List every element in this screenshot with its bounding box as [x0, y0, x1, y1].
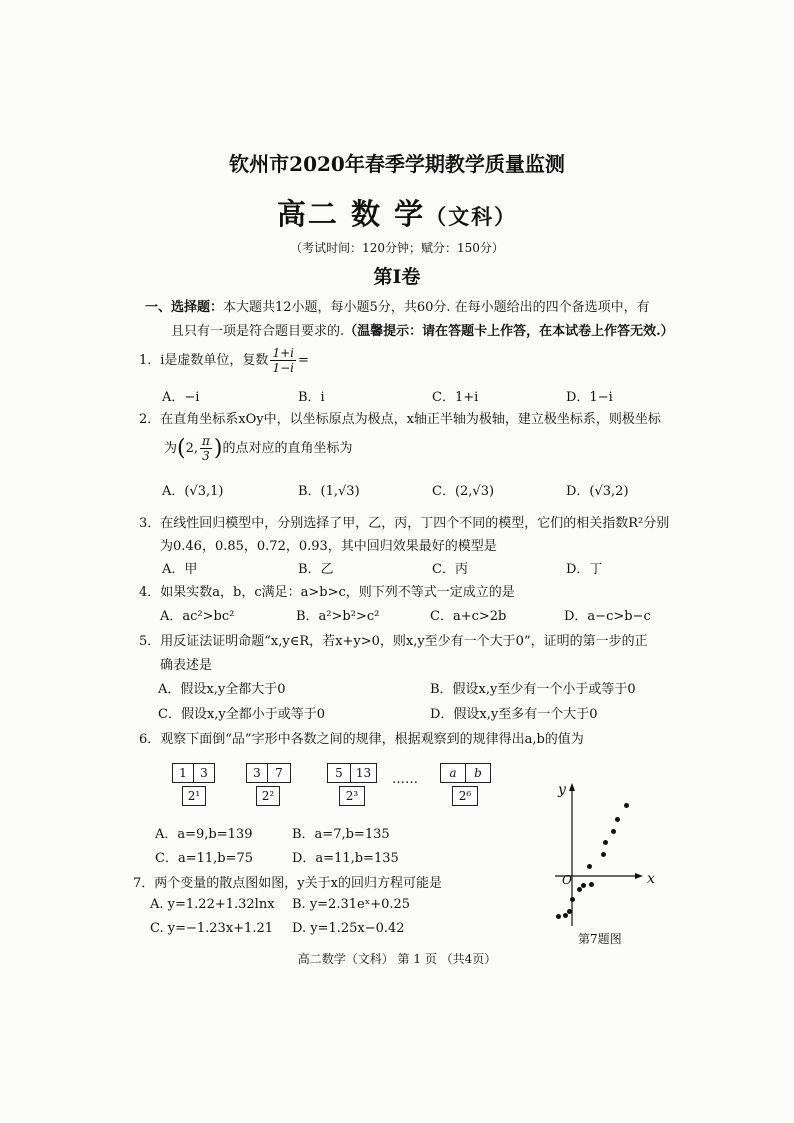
q7-y-label: y: [558, 782, 566, 798]
q1-stem: [139, 346, 309, 375]
q2-stem-line2: [164, 434, 353, 463]
scatter-point: [577, 887, 582, 892]
q6-fig4-top-right: b: [465, 763, 491, 783]
q1-frac-num: 1+i: [272, 346, 294, 360]
q3-option-b: B．乙: [298, 562, 334, 577]
q7-figure-caption: 第7题图: [578, 932, 622, 946]
q2-paren-open: (: [177, 436, 186, 461]
q6-stem: 6．观察下面倒“品”字形中各数之间的规律，根据观察到的规律得出a,b的值为: [139, 732, 584, 747]
q2-paren-close: ): [213, 436, 223, 461]
paper-title-sub: （文科）: [425, 204, 518, 229]
q6-ellipsis: ……: [392, 772, 418, 787]
scatter-point: [563, 913, 568, 918]
q2-coord-fraction: [200, 434, 212, 463]
q6-fig4-bottom: 2⁶: [452, 786, 478, 806]
q3-stem-line2: 为0.46，0.85，0.72，0.93，其中回归效果最好的模型是: [160, 539, 497, 554]
q2-option-b: B．(1,√3): [298, 484, 360, 499]
q7-option-a: A. y=1.22+1.32lnx: [150, 897, 275, 912]
q6-fig2-top-left: 3: [246, 763, 268, 783]
scatter-point: [615, 817, 620, 822]
q4-option-a: A．ac²>bc²: [160, 609, 235, 624]
q6-fig2-top-right: 7: [267, 763, 291, 783]
q2-coord-pi: π: [202, 434, 210, 448]
q5-stem-line1: 5．用反证法证明命题“x,y∈R，若x+y>0，则x,y至少有一个大于0”，证明的第一步的正: [139, 634, 648, 649]
q7-origin-label: O: [562, 873, 572, 887]
q3-option-c: C．丙: [432, 562, 468, 577]
q3-stem-line1: 3．在线性回归模型中，分别选择了甲，乙，丙，丁四个不同的模型，它们的相关指数R²分别: [139, 516, 670, 531]
exam-info: （考试时间：120分钟；赋分：150分）: [290, 241, 504, 255]
q7-option-b: B. y=2.31eˣ+0.25: [292, 897, 411, 912]
q4-stem: 4．如果实数a，b，c满足：a>b>c，则下列不等式一定成立的是: [139, 585, 515, 600]
scatter-point: [603, 840, 608, 845]
q6-fig3-bottom: 2³: [339, 786, 365, 806]
q5-option-a: A．假设x,y全都大于0: [158, 682, 286, 697]
q6-fig3-top-right: 13: [350, 763, 377, 783]
q5-option-d: D．假设x,y至多有一个大于0: [430, 707, 598, 722]
page-footer: 高二数学（文科） 第 1 页 （共4页）: [297, 952, 497, 966]
q1-option-a: A．−i: [162, 390, 200, 405]
q6-fig3-top-left: 5: [327, 763, 351, 783]
section-tip: （温馨提示：请在答题卡上作答，在本试卷上作答无效.）: [344, 324, 674, 339]
q6-option-c: C．a=11,b=75: [155, 851, 254, 866]
q1-frac-den: 1−i: [272, 361, 294, 375]
q1-tail: =: [297, 353, 309, 368]
q7-option-d: D. y=1.25x−0.42: [292, 921, 405, 936]
q2-coord-a: 2,: [185, 441, 199, 456]
q2-option-a: A．(√3,1): [162, 484, 224, 499]
q5-stem-line2: 确表述是: [160, 658, 213, 673]
q1-option-b: B．i: [298, 390, 325, 405]
exam-header: 钦州市2020年春季学期教学质量监测: [229, 152, 565, 176]
section-prefix: 一、选择题：: [145, 300, 224, 315]
volume-title: 第Ⅰ卷: [373, 266, 421, 288]
q6-fig1-top-right: 3: [193, 763, 215, 783]
q4-option-d: D．a−c>b−c: [564, 609, 651, 624]
scatter-point: [567, 909, 572, 914]
q2-stem-post: 的点对应的直角坐标为: [222, 441, 353, 456]
scatter-point: [570, 897, 575, 902]
q1-fraction: [270, 346, 296, 375]
q1-stem-text: 1．i是虚数单位，复数: [139, 353, 269, 368]
paper-title-main: 高二 数 学: [276, 197, 426, 231]
paper-title: [0, 192, 794, 233]
scatter-point: [624, 803, 629, 808]
q2-option-d: D．(√3,2): [566, 484, 629, 499]
q6-fig2-bottom: 2²: [256, 786, 280, 806]
scatter-point: [589, 882, 594, 887]
q1-option-c: C．1+i: [432, 390, 479, 405]
section-intro-line1: [145, 296, 650, 315]
q5-option-c: C．假设x,y全都小于或等于0: [158, 707, 326, 722]
q3-option-a: A．甲: [162, 562, 198, 577]
q3-option-d: D．丁: [566, 562, 603, 577]
q5-option-b: B．假设x,y至少有一个小于或等于0: [430, 682, 636, 697]
scatter-point: [587, 864, 592, 869]
q4-option-c: C．a+c>2b: [430, 609, 507, 624]
scatter-point: [611, 829, 616, 834]
section-text1: 本大题共12小题，每小题5分，共60分. 在每小题给出的四个备选项中，有: [223, 300, 650, 315]
q2-option-c: C．(2,√3): [432, 484, 495, 499]
q1-option-d: D．1−i: [566, 390, 613, 405]
scatter-point: [601, 852, 606, 857]
q6-fig1-bottom: 2¹: [182, 786, 206, 806]
q4-option-b: B．a²>b²>c²: [296, 609, 380, 624]
scatter-point: [581, 883, 586, 888]
q2-stem-line1: 2．在直角坐标系xOy中，以坐标原点为极点，x轴正半轴为极轴，建立极坐标系，则极坐标: [139, 412, 661, 427]
q2-coord-3: 3: [202, 449, 210, 463]
q6-option-d: D．a=11,b=135: [292, 851, 399, 866]
q7-stem: 7．两个变量的散点图如图，y关于x的回归方程可能是: [133, 876, 442, 891]
q6-fig4-top-left: a: [440, 763, 466, 783]
scatter-point: [556, 914, 561, 919]
q6-fig1-top-left: 1: [172, 763, 194, 783]
q6-option-a: A．a=9,b=139: [155, 827, 253, 842]
section-intro-line2: [171, 320, 674, 339]
q2-stem-pre: 为: [164, 441, 178, 456]
section-text2: 且只有一项是符合题目要求的.: [171, 324, 345, 339]
q6-option-b: B．a=7,b=135: [292, 827, 390, 842]
q7-x-label: x: [647, 871, 655, 887]
q7-option-c: C. y=−1.23x+1.21: [150, 921, 273, 936]
